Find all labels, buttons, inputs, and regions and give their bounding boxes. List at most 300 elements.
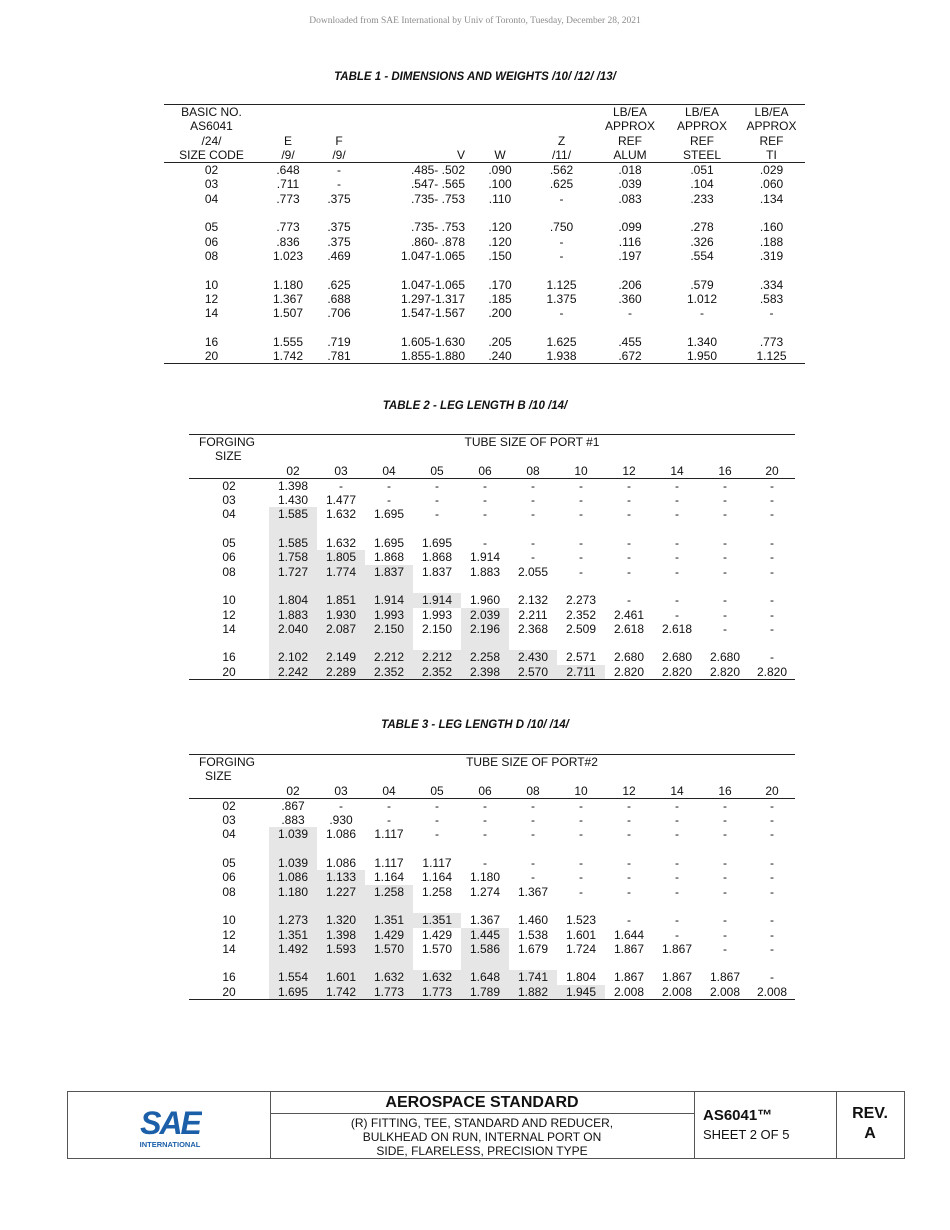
table-cell: 1.945	[557, 985, 605, 1000]
table-cell: 2.352	[565, 607, 597, 622]
table-cell: .051	[690, 163, 714, 178]
table-cell: -	[675, 827, 679, 842]
table-cell: 2.132	[517, 593, 549, 608]
table-cell: 2.242	[269, 665, 317, 680]
table-cell: 1.375	[546, 291, 577, 306]
table-cell: .120	[488, 220, 512, 235]
table-cell: -	[770, 870, 774, 885]
table-cell: 1.538	[517, 927, 549, 942]
table-row	[189, 870, 795, 884]
table-cell: 1.695	[373, 507, 405, 522]
table-cell: 1.273	[269, 913, 317, 927]
table-cell: 1.773	[365, 985, 413, 1000]
table-cell: .029	[759, 163, 784, 178]
table-cell: .039	[618, 177, 642, 192]
revision-value: A	[864, 1125, 876, 1142]
table-cell: -	[770, 970, 774, 985]
table-cell: 2.368	[517, 621, 549, 636]
table-cell: .278	[690, 220, 714, 235]
table-cell: -	[675, 813, 679, 828]
table-cell: -	[675, 478, 679, 493]
table-cell: -	[627, 856, 631, 871]
table-cell: 1.164	[373, 870, 405, 885]
forging-size-cell: 12	[222, 927, 236, 942]
table-cell: -	[339, 798, 343, 813]
table-cell: 1.585	[269, 507, 317, 521]
column-header: 12	[605, 464, 653, 479]
table-cell: -	[723, 493, 727, 508]
table-row	[189, 665, 795, 680]
size-code-cell: 20	[164, 349, 259, 364]
table-cell: 1.180	[469, 870, 501, 885]
table-cell: 1.477	[325, 493, 357, 508]
table1-header-cell	[471, 134, 529, 148]
table-cell: 2.196	[461, 622, 509, 636]
table-cell: 1.632	[413, 970, 461, 984]
table-cell: 1.274	[469, 884, 501, 899]
table-cell: 1.180	[269, 885, 317, 899]
table-cell: 1.117	[374, 827, 404, 842]
table-cell: .485- .502	[410, 163, 465, 178]
table-cell: -	[627, 536, 631, 551]
table-cell: 1.960	[469, 593, 501, 608]
table-row	[189, 856, 795, 870]
table-cell: -	[723, 536, 727, 551]
table-cell: -	[483, 813, 487, 828]
table-cell: -	[723, 621, 727, 636]
table-row	[189, 608, 795, 622]
table-cell: .018	[618, 163, 642, 178]
standard-description	[270, 1114, 694, 1158]
table-cell: .099	[618, 220, 642, 235]
header-blank-cell	[189, 464, 269, 479]
table-cell: 1.585	[269, 536, 317, 550]
table-cell: 1.297-1.317	[400, 291, 465, 306]
table-cell: -	[723, 941, 727, 956]
table-row	[189, 813, 795, 827]
table-cell: -	[579, 870, 583, 885]
table-cell: .240	[471, 349, 529, 364]
table-cell: 1.695	[421, 536, 453, 551]
table-cell: 1.837	[365, 565, 413, 579]
group-spacer	[164, 263, 805, 277]
table-cell: .185	[488, 291, 512, 306]
table-cell: 1.047-1.065	[400, 248, 465, 263]
table-cell: 1.367	[272, 291, 304, 306]
table-cell: 2.680	[709, 650, 741, 665]
forging-size-cell: 10	[222, 593, 236, 608]
table-cell: .625	[327, 277, 351, 292]
table-cell: .375	[327, 234, 351, 249]
table-cell: 1.727	[269, 565, 317, 579]
table-cell: .134	[759, 191, 784, 206]
table-row	[189, 913, 795, 927]
table-cell: -	[531, 798, 535, 813]
standard-title: AEROSPACE STANDARD	[270, 1092, 694, 1114]
table-cell: .719	[327, 334, 351, 349]
column-header: 04	[365, 784, 413, 799]
table-row	[189, 536, 795, 550]
table1-header-cell: /24/	[201, 133, 222, 148]
table-cell: -	[435, 813, 439, 828]
column-header: 05	[413, 464, 461, 479]
column-header: 08	[509, 464, 557, 479]
table-cell: -	[387, 813, 391, 828]
table-cell: -	[769, 306, 774, 321]
table-cell: -	[770, 941, 774, 956]
table-cell: -	[531, 856, 535, 871]
column-header: 04	[365, 464, 413, 479]
forging-size-cell: 14	[222, 941, 236, 956]
table-cell: 2.430	[509, 650, 557, 664]
forging-size-cell: 08	[222, 564, 236, 579]
table-cell: 1.429	[365, 928, 413, 942]
table-cell: 1.039	[269, 856, 317, 870]
table-cell: 2.008	[701, 985, 749, 1000]
table-cell: -	[675, 493, 679, 508]
table-cell: .170	[488, 277, 512, 292]
forging-size-cell: 06	[222, 550, 236, 565]
table1-header-cell	[471, 119, 529, 133]
forging-size-cell: 02	[222, 798, 236, 813]
table-row	[189, 622, 795, 636]
column-header: 02	[269, 464, 317, 479]
forging-size-cell: 12	[222, 607, 236, 622]
table-cell: 1.351	[269, 928, 317, 942]
size-code-cell: 06	[204, 234, 219, 249]
table3-title: TABLE 3 - LEG LENGTH D /10/ /14/	[381, 719, 569, 731]
table-cell: .930	[329, 813, 353, 828]
table-cell: 2.150	[421, 621, 453, 636]
table-cell: 2.008	[653, 985, 701, 1000]
table-cell: -	[435, 798, 439, 813]
table-cell: 1.340	[686, 334, 718, 349]
table-cell: 1.632	[325, 507, 357, 522]
table-cell: 2.087	[317, 622, 365, 636]
forging-size-cell: 20	[189, 985, 269, 1000]
table-cell: -	[770, 507, 774, 522]
table-cell: 2.212	[365, 650, 413, 664]
table-row	[164, 306, 805, 320]
table-cell: .455	[618, 334, 642, 349]
table-cell: -	[770, 650, 774, 665]
group-spacer	[189, 899, 795, 913]
document-number: AS6041™	[703, 1107, 773, 1124]
table1-header-cell	[361, 119, 471, 133]
table-cell: .319	[759, 248, 784, 263]
table-cell: 2.398	[461, 665, 509, 680]
table1-header-cell: F	[335, 133, 343, 148]
revision-label: REV.	[852, 1105, 888, 1122]
table1-header-row	[164, 134, 805, 148]
table1-header-cell: TI	[738, 148, 805, 163]
table-cell: -	[627, 870, 631, 885]
table-cell: 1.742	[317, 985, 365, 1000]
size-code-cell: 10	[204, 277, 219, 292]
table-row	[164, 163, 805, 178]
table-row	[189, 650, 795, 664]
column-header: 05	[413, 784, 461, 799]
table-cell: -	[579, 798, 583, 813]
table-cell: -	[435, 827, 439, 842]
table-cell: .711	[276, 177, 300, 192]
table1-header-cell	[361, 105, 471, 120]
revision-cell	[836, 1092, 904, 1158]
table-cell: -	[337, 177, 341, 192]
table-cell: 1.950	[666, 349, 738, 364]
table-cell: -	[675, 856, 679, 871]
table-cell: 1.993	[421, 607, 453, 622]
table1-header-cell	[259, 105, 317, 120]
table-cell: -	[675, 550, 679, 565]
table-cell: .104	[690, 177, 714, 192]
table-row	[189, 970, 795, 984]
table-cell: -	[483, 827, 487, 842]
table-cell: 1.914	[413, 593, 461, 607]
table-cell: .735- .753	[410, 191, 465, 206]
table-row	[189, 985, 795, 1000]
table-cell: 1.351	[413, 913, 461, 927]
forging-size-cell: 20	[189, 665, 269, 680]
table1-header-cell: /11/	[529, 148, 594, 163]
forging-size-cell: 16	[222, 970, 236, 985]
table-cell: .469	[327, 248, 351, 263]
column-header: 10	[557, 784, 605, 799]
table-cell: -	[675, 884, 679, 899]
table3-size-label: SIZE	[205, 769, 232, 784]
description-line: BULKHEAD ON RUN, INTERNAL PORT ON	[362, 1130, 602, 1144]
table1-header-cell: BASIC NO.	[164, 105, 259, 120]
table-cell: -	[531, 813, 535, 828]
table-cell: -	[770, 813, 774, 828]
table1-header-cell	[317, 119, 361, 133]
table-row	[189, 942, 795, 956]
table-cell: .090	[488, 163, 512, 178]
table-cell: 1.644	[613, 927, 645, 942]
size-code-cell: 08	[204, 248, 219, 263]
table-cell: 1.805	[317, 550, 365, 564]
table2-tube-size-label: TUBE SIZE OF PORT #1	[269, 435, 795, 450]
table-cell: -	[770, 884, 774, 899]
table1-header-cell	[529, 119, 594, 133]
table-cell: -	[770, 564, 774, 579]
table-cell: 1.883	[469, 564, 501, 579]
table1-header-cell: V	[361, 148, 471, 163]
table-cell: -	[627, 593, 631, 608]
table-cell: 1.367	[469, 913, 501, 928]
table-cell: .375	[327, 191, 351, 206]
table-cell: 1.507	[272, 306, 304, 321]
table-cell: .706	[327, 306, 351, 321]
size-code-cell: 12	[204, 291, 219, 306]
table-cell: 1.430	[277, 493, 309, 508]
table-cell: 2.212	[413, 650, 461, 664]
table1-header-cell: LB/EA	[666, 105, 738, 120]
download-note: Downloaded from SAE International by Univ of Toronto, Tuesday, December 28, 2021	[309, 16, 641, 26]
table-cell: 1.086	[269, 870, 317, 884]
table-cell: 1.555	[272, 334, 304, 349]
table-cell: -	[675, 593, 679, 608]
table1-header-cell: ALUM	[594, 148, 666, 163]
sae-logo	[138, 1104, 202, 1150]
table-cell: .188	[759, 234, 784, 249]
table-cell: 1.867	[613, 941, 645, 956]
table-cell: -	[579, 564, 583, 579]
table-cell: -	[559, 248, 564, 263]
column-header: 14	[653, 464, 701, 479]
table1-header-cell	[259, 119, 317, 133]
column-header: 20	[749, 784, 795, 799]
table-cell: 1.883	[269, 608, 317, 622]
table-cell: 1.039	[269, 827, 317, 841]
table-cell: -	[628, 306, 632, 321]
table-cell: -	[770, 593, 774, 608]
table-cell: -	[770, 827, 774, 842]
table-cell: -	[723, 813, 727, 828]
table-row	[164, 249, 805, 263]
table-cell: 2.289	[317, 665, 365, 680]
table-cell: 2.040	[269, 622, 317, 636]
table-cell: -	[723, 593, 727, 608]
table-cell: 1.837	[421, 564, 453, 579]
table-cell: -	[700, 306, 704, 321]
table-cell: 1.993	[365, 608, 413, 622]
forging-size-cell: 02	[222, 478, 236, 493]
table-cell: 1.429	[421, 927, 453, 942]
table-cell: .547- .565	[410, 177, 465, 192]
table-cell: .773	[759, 334, 784, 349]
table-cell: .648	[276, 163, 300, 178]
table-cell: 1.855-1.880	[361, 349, 471, 364]
table1-header-cell: APPROX	[676, 119, 727, 134]
table-cell: -	[675, 507, 679, 522]
table-cell: -	[627, 798, 631, 813]
svg-text:INTERNATIONAL: INTERNATIONAL	[139, 1140, 201, 1149]
table1-header-cell	[317, 105, 361, 120]
table1-header-cell: W	[471, 148, 529, 163]
table-cell: 1.593	[317, 942, 365, 956]
forging-size-cell: 14	[222, 621, 236, 636]
table-cell: -	[770, 478, 774, 493]
table-cell: -	[387, 478, 391, 493]
table-row	[164, 292, 805, 306]
table-row	[164, 192, 805, 206]
table1-header-cell	[529, 105, 594, 120]
table-cell: 2.570	[509, 665, 557, 680]
table-cell: -	[723, 913, 727, 928]
table-cell: -	[559, 234, 564, 249]
table-cell: -	[770, 927, 774, 942]
table-cell: -	[339, 478, 343, 493]
table2-leg-length-b	[189, 434, 795, 680]
table-cell: 2.820	[701, 665, 749, 680]
table-cell: 2.102	[269, 650, 317, 664]
table-cell: -	[627, 827, 631, 842]
table-cell: .750	[549, 220, 574, 235]
table-cell: 1.938	[529, 349, 594, 364]
column-header: 08	[509, 784, 557, 799]
table2-forging-label: FORGING	[189, 435, 269, 450]
table-cell: -	[675, 913, 679, 928]
table-cell: .360	[618, 291, 642, 306]
table-cell: 1.012	[686, 291, 718, 306]
table1-header-cell: REF	[690, 133, 714, 148]
table-cell: -	[770, 607, 774, 622]
table-cell: 2.039	[461, 608, 509, 622]
column-header: 03	[317, 784, 365, 799]
table-cell: -	[531, 536, 535, 551]
table-cell: -	[435, 478, 439, 493]
table-cell: 2.618	[613, 621, 645, 636]
table-cell: -	[675, 564, 679, 579]
column-header: 10	[557, 464, 605, 479]
table-cell: -	[627, 478, 631, 493]
table-cell: 2.008	[605, 985, 653, 1000]
forging-size-cell: 10	[222, 913, 236, 928]
table-cell: 1.320	[317, 913, 365, 927]
table-cell: -	[531, 870, 535, 885]
table-cell: -	[435, 493, 439, 508]
table-cell: -	[770, 536, 774, 551]
table-cell: -	[675, 927, 679, 942]
forging-size-cell: 04	[222, 827, 236, 842]
column-header: 03	[317, 464, 365, 479]
table-cell: -	[675, 870, 679, 885]
table-cell: 1.492	[269, 942, 317, 956]
table-cell: .688	[327, 291, 351, 306]
table-cell: 1.125	[738, 349, 805, 364]
table-cell: .773	[276, 191, 300, 206]
table-cell: -	[579, 856, 583, 871]
table-cell: 2.150	[365, 622, 413, 636]
table-cell: -	[483, 507, 487, 522]
table-row	[189, 798, 795, 813]
table-cell: .554	[690, 248, 714, 263]
table-row	[164, 335, 805, 349]
table-cell: .334	[759, 277, 784, 292]
table-cell: 1.867	[613, 970, 645, 985]
table-row	[164, 235, 805, 249]
size-code-cell: 02	[204, 163, 219, 178]
table-cell: 1.648	[461, 970, 509, 984]
table-cell: 2.461	[613, 607, 645, 622]
table-cell: -	[483, 798, 487, 813]
table-cell: -	[723, 507, 727, 522]
table-cell: .116	[618, 234, 642, 249]
table-cell: .200	[488, 306, 512, 321]
table-cell: .883	[281, 813, 305, 828]
table-cell: .197	[618, 248, 642, 263]
table-cell: 1.601	[317, 970, 365, 984]
table-cell: 1.882	[509, 985, 557, 1000]
table-cell: .060	[759, 177, 784, 192]
table-cell: -	[675, 798, 679, 813]
table-cell: -	[531, 478, 535, 493]
table-cell: -	[627, 813, 631, 828]
table-cell: -	[337, 163, 341, 178]
column-header: 06	[461, 784, 509, 799]
table-cell: 1.398	[277, 478, 309, 493]
table-cell: .120	[488, 234, 512, 249]
table-cell: -	[723, 827, 727, 842]
table-cell: -	[387, 798, 391, 813]
table1-header-row	[164, 105, 805, 120]
table-cell: -	[627, 564, 631, 579]
group-spacer	[164, 320, 805, 334]
table-row	[164, 220, 805, 234]
table-cell: .583	[759, 291, 784, 306]
table-cell: -	[579, 478, 583, 493]
